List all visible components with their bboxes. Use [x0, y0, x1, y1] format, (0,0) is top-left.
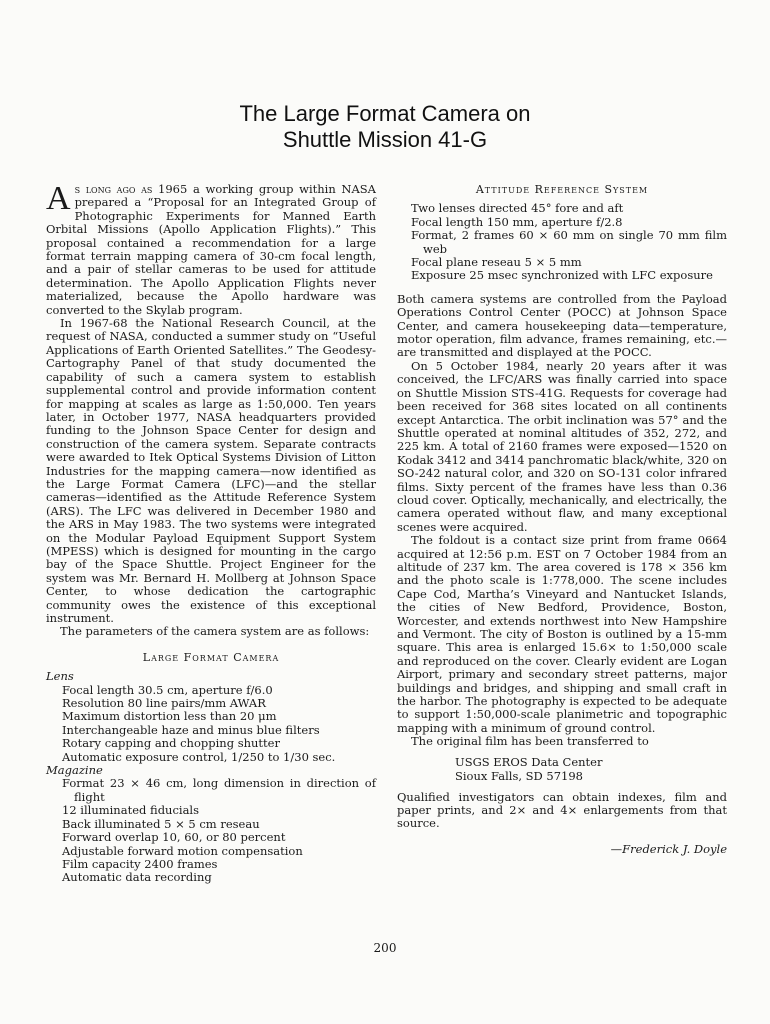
- list-item: Format, 2 frames 60 × 60 mm on single 70 mm film web: [411, 228, 727, 256]
- lens-list: [46, 684, 376, 764]
- list-item: Forward overlap 10, 60, or 80 percent: [62, 830, 286, 845]
- paragraph-control: Both camera systems are controlled from the Payload Operations Control Center (POCC) at Johnson Space Center, and camera housekeeping data—temperature, motor operation, film advance, frames remaining, etc.—are transmitted and displayed at the POCC.: [397, 291, 727, 360]
- paragraph-history: In 1967-68 the National Research Council, at the request of NASA, conducted a summer study on “Useful Applications of Earth Oriented Satellites.” The Geodesy-Cartography Panel of that study documented the capability of such a camera system to establish supplemental control and provide information content for mapping at scales as large as 1:50,000. Ten years later, in October 1977, NASA headquarters provided funding to the Johnson Space Center for design and construction of the camera system. Separate contracts were awarded to Itek Optical Systems Division of Litton Industries for the mapping camera—now identified as the Large Format Camera (LFC)—and the stellar cameras—identified as the Attitude Reference System (ARS). The LFC was delivered in December 1980 and the ARS in May 1983. The two systems were integrated on the Modular Payload Equipment Support System (MPESS) which is designed for mounting in the cargo bay of the Space Shuttle. Project Engineer for the system was Mr. Bernard H. Mollberg at Johnson Space Center, to whose dedication the cartographic community owes the existence of this exceptional instrument.: [46, 316, 376, 625]
- author-signature: —Frederick J. Doyle: [610, 841, 727, 856]
- address-block: [455, 755, 727, 783]
- paragraph-availability: Qualified investigators can obtain indexes, film and paper prints, and 2× and 4× enlargements from that source.: [397, 789, 727, 831]
- list-item: Automatic data recording: [62, 870, 212, 885]
- ars-heading: Attitude Reference System: [475, 183, 649, 196]
- list-item: Resolution 80 line pairs/mm AWAR: [62, 696, 266, 711]
- lfc-heading: Large Format Camera: [142, 650, 280, 664]
- list-item: 12 illuminated fiducials: [62, 803, 200, 818]
- list-item: Adjustable forward motion compensation: [62, 843, 303, 858]
- ars-list: [411, 202, 727, 282]
- list-item: Format 23 × 46 cm, long dimension in direction of flight: [62, 776, 376, 804]
- list-item: Film capacity 2400 frames: [62, 856, 218, 871]
- right-column: [397, 183, 727, 856]
- list-item: Automatic exposure control, 1/250 to 1/30 sec.: [62, 749, 336, 764]
- list-item: Two lenses directed 45° fore and aft: [411, 201, 624, 216]
- lens-label: Lens: [46, 669, 74, 684]
- page-number: 200: [373, 941, 397, 955]
- list-item: Exposure 25 msec synchronized with LFC exposure: [411, 268, 713, 283]
- list-item: Interchangeable haze and minus blue filters: [62, 722, 320, 737]
- list-item: Rotary capping and chopping shutter: [62, 736, 280, 751]
- title-line-2: Shuttle Mission 41-G: [282, 127, 488, 152]
- address-line: USGS EROS Data Center: [455, 754, 603, 769]
- intro-text: 1965 a working group within NASA prepared a “Proposal for an Integrated Group of Photographic Experiments for Manned Earth Orbital Missions (Apollo Application Flights).” This proposal contained a recommendation for a large format terrain mapping camera of 30-cm focal length, and a pair of stellar cameras to be used for attitude determination. The Apollo Application Flights never materialized, because the Apollo hardware was converted to the Skylab program.: [46, 182, 376, 317]
- paragraph-parameters-intro: The parameters of the camera system are as follows:: [60, 624, 370, 639]
- list-item: Focal plane reseau 5 × 5 mm: [411, 255, 582, 270]
- list-item: Maximum distortion less than 20 μm: [62, 709, 277, 724]
- title-line-1: The Large Format Camera on: [239, 101, 531, 126]
- paragraph-transfer: The original film has been transferred to: [411, 734, 649, 749]
- magazine-label: Magazine: [46, 763, 103, 778]
- drop-cap: A: [46, 180, 71, 217]
- list-item: Back illuminated 5 × 5 cm reseau: [62, 816, 260, 831]
- paragraph-foldout: The foldout is a contact size print from frame 0664 acquired at 12:56 p.m. EST on 7 October 1984 from an altitude of 237 km. The area covered is 178 × 356 km and the photo scale is 1:778,000. The scene includes Cape Cod, Martha’s Vineyard and Nantucket Islands, the cities of New Bedford, Providence, Boston, Worcester, and extends northwest into New Hampshire and Vermont. The city of Boston is outlined by a 15-mm square. This area is enlarged 15.6× to 1:50,000 scale and reproduced on the cover. Clearly evident are Logan Airport, primary and secondary street patterns, major buildings and bridges, and shipping and small craft in the harbor. The photography is expected to be adequate to support 1:50,000-scale planimetric and topographic mapping with a minimum of ground control.: [397, 533, 727, 735]
- list-item: Focal length 30.5 cm, aperture f/6.0: [62, 682, 273, 697]
- paragraph-intro: [46, 180, 376, 317]
- magazine-list: [46, 777, 376, 884]
- list-item: Focal length 150 mm, aperture f/2.8: [411, 214, 623, 229]
- intro-smallcaps: s long ago as: [74, 182, 153, 196]
- article-title: [0, 101, 770, 153]
- paragraph-mission: On 5 October 1984, nearly 20 years after it was conceived, the LFC/ARS was finally carried into space on Shuttle Mission STS-41G. Requests for coverage had been received for 368 sites located on all continents except Antarctica. The orbit inclination was 57° and the Shuttle operated at nominal altitudes of 352, 272, and 225 km. A total of 2160 frames were exposed—1520 on Kodak 3412 and 3414 panchromatic black/white, 320 on SO-242 natural color, and 320 on SO-131 color infrared films. Sixty percent of the frames have less than 0.36 cloud cover. Optically, mechanically, and electrically, the camera operated without flaw, and many exceptional scenes were acquired.: [397, 358, 728, 534]
- left-column: [46, 180, 376, 885]
- address-line: Sioux Falls, SD 57198: [455, 768, 583, 783]
